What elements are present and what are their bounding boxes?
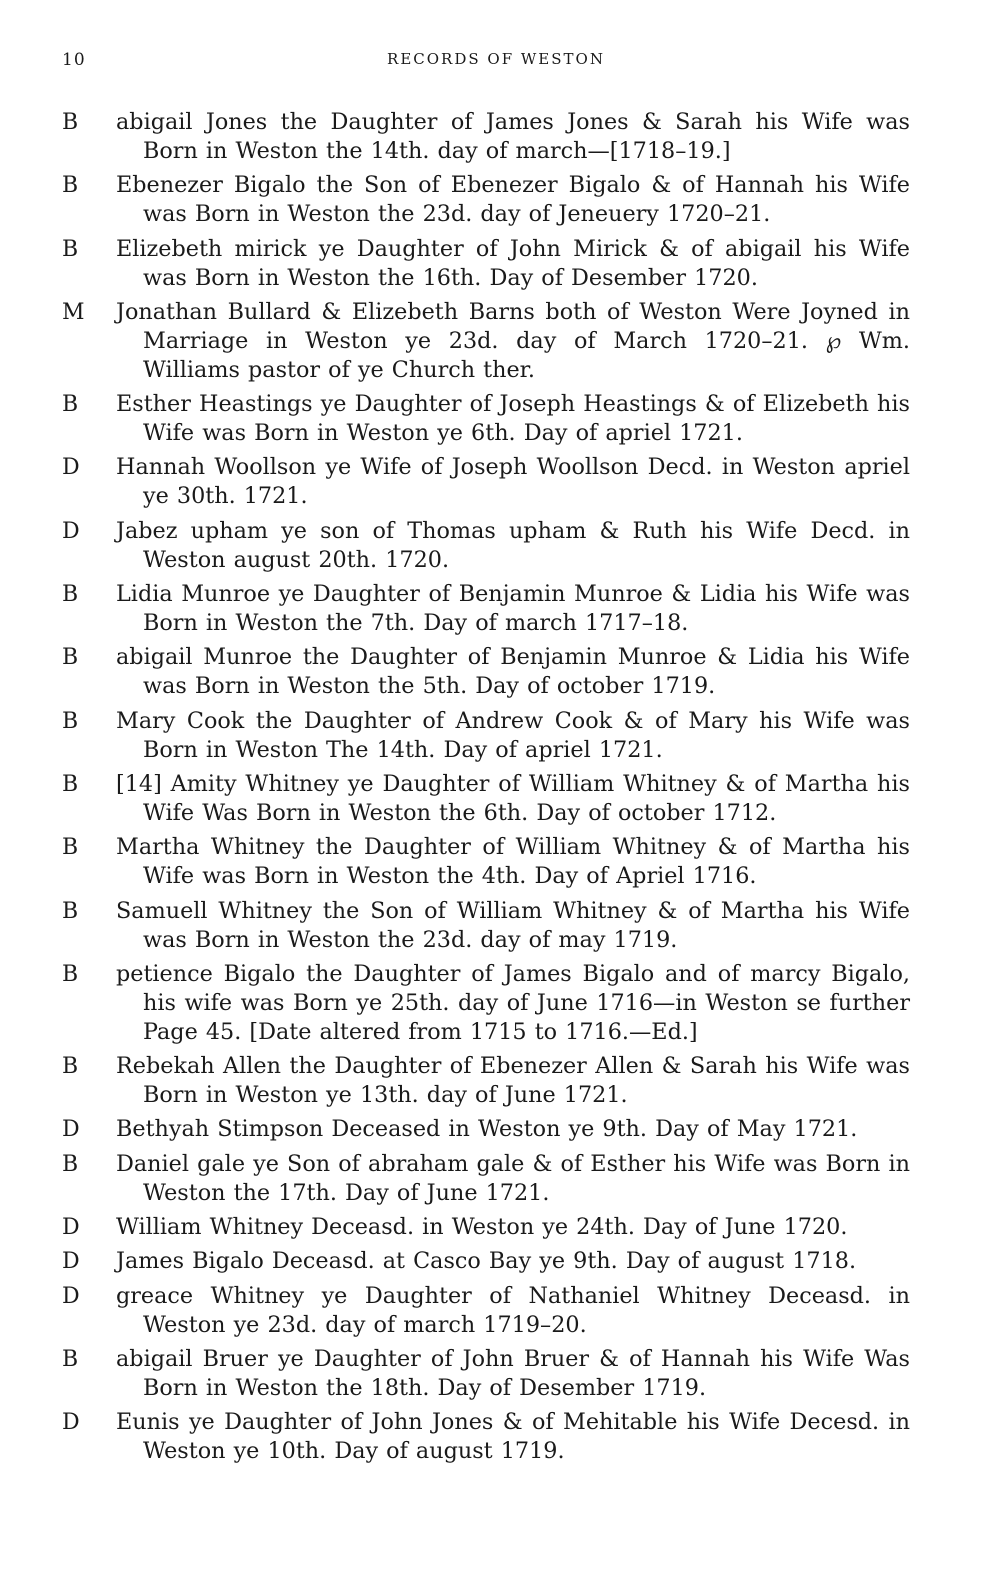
record-type-code: B [62, 173, 79, 199]
record-text: Samuell Whitney the Son of William Whitney & of Martha his Wife was Born in Weston the 23d. day of may 1719. [116, 897, 910, 953]
record-entry [62, 1150, 910, 1208]
record-text: Elizebeth mirick ye Daughter of John Mirick & of abigail his Wife was Born in Weston the 16th. Day of Desember 1720. [116, 235, 910, 291]
record-text: Esther Heastings ye Daughter of Joseph Heastings & of Elizebeth his Wife was Born in Weston ye 6th. Day of apriel 1721. [116, 391, 910, 447]
record-text: abigail Jones the Daughter of James Jones & Sarah his Wife was Born in Weston the 14th. day of march—[1718–19.] [116, 109, 910, 164]
record-entry [62, 298, 910, 385]
record-text: Mary Cook the Daughter of Andrew Cook & of Mary his Wife was Born in Weston The 14th. Day of apriel 1721. [116, 707, 910, 763]
record-type-code: D [62, 1117, 80, 1143]
record-type-code: B [62, 835, 79, 861]
record-type-code: B [62, 898, 79, 924]
page-header [62, 50, 930, 76]
record-entry [62, 235, 910, 293]
record-entry [62, 453, 910, 511]
running-title: RECORDS OF WESTON [387, 50, 605, 68]
record-text: abigail Munroe the Daughter of Benjamin Munroe & Lidia his Wife was Born in Weston the 5th. Day of october 1719. [116, 644, 910, 700]
record-entry [62, 1213, 910, 1242]
record-text: Hannah Woollson ye Wife of Joseph Woollson Decd. in Weston apriel ye 30th. 1721. [116, 454, 910, 510]
record-type-code: D [62, 1249, 80, 1275]
record-entry [62, 707, 910, 765]
record-entry [62, 390, 910, 448]
page-number: 10 [62, 50, 86, 70]
record-entry [62, 1247, 910, 1276]
record-entry [62, 171, 910, 229]
record-text: Eunis ye Daughter of John Jones & of Mehitable his Wife Decesd. in Weston ye 10th. Day of august 1719. [116, 1409, 910, 1465]
record-text: petience Bigalo the Daughter of James Bigalo and of marcy Bigalo, his wife was Born ye 25th. day of June 1716—in Weston se further Page 45. [Date altered from 1715 to 1716.—Ed.] [116, 960, 910, 1045]
record-type-code: B [62, 708, 79, 734]
record-type-code: D [62, 1283, 80, 1309]
record-text: Daniel gale ye Son of abraham gale & of Esther his Wife was Born in Weston the 17th. Day of June 1721. [116, 1150, 910, 1206]
record-type-code: B [62, 1054, 79, 1080]
record-text: Jonathan Bullard & Elizebeth Barns both of Weston Were Joyned in Marriage in Weston ye 23d. day of March 1720–21. ℘ Wm. Williams pastor of ye Church ther. [116, 298, 910, 383]
record-entry [62, 1115, 910, 1144]
record-type-code: B [62, 961, 79, 987]
record-type-code: B [62, 771, 79, 797]
record-text: James Bigalo Deceasd. at Casco Bay ye 9th. Day of august 1718. [116, 1248, 857, 1275]
record-list [62, 108, 910, 1472]
record-entry [62, 643, 910, 701]
record-entry [62, 1282, 910, 1340]
record-entry [62, 1052, 910, 1110]
record-type-code: B [62, 582, 79, 608]
record-type-code: B [62, 110, 79, 135]
record-text: Martha Whitney the Daughter of William Whitney & of Martha his Wife was Born in Weston the 4th. Day of Apriel 1716. [116, 834, 910, 890]
record-type-code: B [62, 236, 79, 262]
record-entry [62, 517, 910, 575]
record-entry [62, 1345, 910, 1403]
record-entry [62, 108, 910, 166]
record-entry [62, 770, 910, 828]
record-type-code: B [62, 1151, 79, 1177]
record-entry [62, 833, 910, 891]
record-entry [62, 1408, 910, 1466]
record-type-code: B [62, 392, 79, 418]
record-text: Rebekah Allen the Daughter of Ebenezer Allen & Sarah his Wife was Born in Weston ye 13th. day of June 1721. [116, 1053, 910, 1109]
record-entry [62, 897, 910, 955]
record-type-code: M [62, 299, 85, 325]
record-type-code: D [62, 1215, 80, 1241]
record-type-code: D [62, 455, 80, 481]
record-text: greace Whitney ye Daughter of Nathaniel Whitney Deceasd. in Weston ye 23d. day of march 1719–20. [116, 1282, 910, 1338]
record-text: Bethyah Stimpson Deceased in Weston ye 9th. Day of May 1721. [116, 1116, 858, 1143]
record-entry [62, 960, 910, 1047]
record-text: [14] Amity Whitney ye Daughter of William Whitney & of Martha his Wife Was Born in Weston the 6th. Day of october 1712. [116, 770, 910, 826]
record-text: Lidia Munroe ye Daughter of Benjamin Munroe & Lidia his Wife was Born in Weston the 7th. Day of march 1717–18. [116, 581, 910, 637]
record-text: Ebenezer Bigalo the Son of Ebenezer Bigalo & of Hannah his Wife was Born in Weston the 23d. day of Jeneuery 1720–21. [116, 172, 910, 228]
record-text: Jabez upham ye son of Thomas upham & Ruth his Wife Decd. in Weston august 20th. 1720. [116, 517, 910, 573]
record-type-code: B [62, 1346, 79, 1372]
record-text: abigail Bruer ye Daughter of John Bruer & of Hannah his Wife Was Born in Weston the 18th. Day of Desember 1719. [116, 1345, 910, 1401]
record-type-code: D [62, 518, 80, 544]
record-type-code: D [62, 1410, 80, 1436]
record-entry [62, 580, 910, 638]
record-text: William Whitney Deceasd. in Weston ye 24th. Day of June 1720. [116, 1214, 848, 1241]
record-type-code: B [62, 645, 79, 671]
